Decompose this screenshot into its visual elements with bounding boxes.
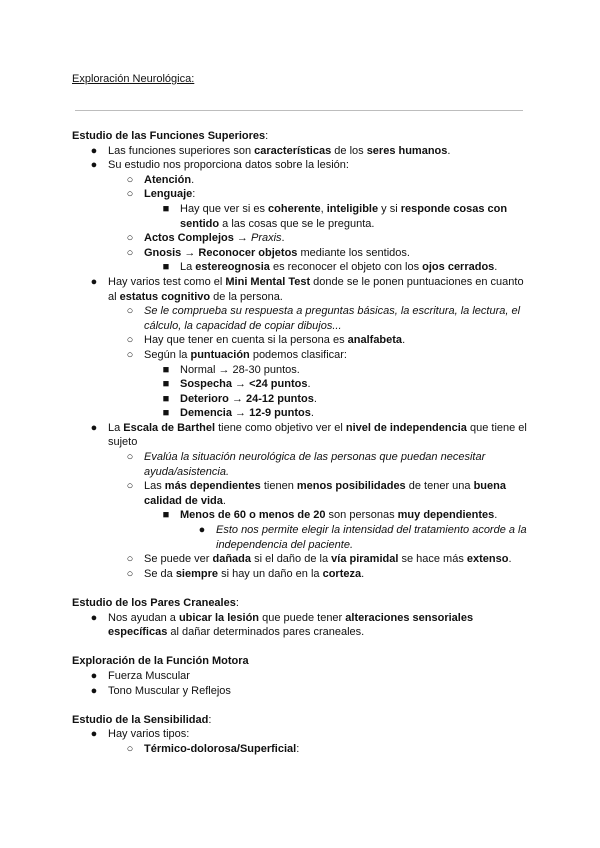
list-item: ● Tono Muscular y Reflejos [90, 684, 231, 697]
square-marker: ■ [162, 363, 170, 376]
square-marker: ■ [162, 407, 170, 420]
list-item: ○ Según la puntuación podemos clasificar: [126, 348, 347, 361]
list-item: ● Nos ayudan a ubicar la lesión que puede tener alteraciones sensoriales específicas al dañar determinados pares craneales. [90, 611, 474, 639]
list-item: ○ Se da siempre si hay un daño en la corteza. [126, 567, 365, 580]
section-heading: Estudio de los Pares Craneales: [72, 597, 239, 609]
list-item: ○ Las más dependientes tienen menos posibilidades de tener una buena calidad de vida. [126, 480, 506, 507]
list-item: ● Fuerza Muscular [90, 669, 190, 682]
circle-marker: ○ [126, 246, 134, 259]
list-item: ○ Evalúa la situación neurológica de las personas que puedan necesitar ayuda/asistencia. [126, 451, 486, 478]
list-item: ● Hay varios test como el Mini Mental Test donde se le ponen puntuaciones en cuanto al estatus cognitivo de la persona. [90, 275, 524, 303]
bullet-marker: ● [90, 421, 98, 434]
section-funcion-motora [72, 654, 532, 698]
circle-marker: ○ [126, 553, 134, 566]
bullet-marker: ● [90, 684, 98, 697]
list-item: ● Hay varios tipos: [90, 728, 190, 741]
horizontal-rule [75, 110, 523, 111]
section-heading: Estudio de la Sensibilidad: [72, 713, 212, 726]
list-item: ○ Se le comprueba su respuesta a preguntas básicas, la escritura, la lectura, el cálculo, la capacidad de copiar dibujos... [126, 305, 521, 332]
list-item: ■ Hay que ver si es coherente, inteligible y si responde cosas con sentido a las cosas que se le pregunta. [162, 202, 508, 230]
bullet-list [72, 669, 532, 698]
circle-marker: ○ [126, 188, 134, 201]
document-title: Exploración Neurológica: [72, 73, 195, 85]
square-marker: ■ [162, 261, 170, 274]
section-heading: Exploración de la Función Motora [72, 655, 249, 668]
list-item: ■ Normal → 28-30 puntos. [162, 363, 300, 376]
list-item: ● La Escala de Barthel tiene como objetivo ver el nivel de independencia que tiene el sujeto [90, 421, 527, 449]
bullet-list [72, 611, 532, 640]
circle-marker: ○ [126, 305, 134, 318]
square-marker: ■ [162, 509, 170, 522]
square-marker: ■ [162, 202, 170, 215]
circle-marker: ○ [126, 173, 134, 186]
list-item: ■ Menos de 60 o menos de 20 son personas muy dependientes. [162, 509, 498, 522]
bullet-list [72, 727, 532, 756]
circle-marker: ○ [126, 480, 134, 493]
bullet-list [72, 144, 532, 582]
circle-marker: ○ [126, 334, 134, 347]
list-item: ○ Atención. [126, 173, 195, 186]
square-marker: ■ [162, 378, 170, 391]
bullet-marker: ● [90, 159, 98, 172]
circle-marker: ○ [126, 232, 134, 245]
list-item: ■ Demencia → 12-9 puntos. [162, 407, 314, 420]
list-item: ■ Deterioro → 24-12 puntos. [162, 392, 317, 405]
section-heading: Estudio de las Funciones Superiores: [72, 130, 269, 142]
square-marker: ■ [162, 392, 170, 405]
list-item: ○ Actos Complejos → Praxis. [126, 232, 285, 245]
bullet-marker: ● [90, 144, 98, 157]
circle-marker: ○ [126, 348, 134, 361]
circle-marker: ○ [126, 742, 134, 755]
list-item: ○ Hay que tener en cuenta si la persona es analfabeta. [126, 334, 406, 347]
bullet-marker: ● [90, 728, 98, 741]
document-body [72, 129, 532, 771]
list-item: ○ Lenguaje: [126, 188, 196, 201]
list-item: ○ Térmico-dolorosa/Superficial: [126, 742, 300, 755]
list-item: ● Esto nos permite elegir la intensidad del tratamiento acorde a la independencia del paciente. [198, 524, 527, 551]
section-funciones-superiores [72, 129, 532, 581]
list-item: ■ La estereognosia es reconocer el objeto con los ojos cerrados. [162, 261, 498, 274]
circle-marker: ○ [126, 451, 134, 464]
bullet-marker: ● [90, 275, 98, 288]
section-sensibilidad [72, 713, 532, 757]
list-item: ○ Gnosis → Reconocer objetos mediante los sentidos. [126, 246, 410, 259]
list-item: ■ Sospecha → <24 puntos. [162, 378, 311, 391]
list-item: ● Las funciones superiores son características de los seres humanos. [90, 144, 451, 157]
bullet-marker: ● [198, 524, 206, 537]
bullet-marker: ● [90, 669, 98, 682]
bullet-marker: ● [90, 611, 98, 624]
list-item: ● Su estudio nos proporciona datos sobre la lesión: [90, 159, 349, 172]
circle-marker: ○ [126, 567, 134, 580]
section-pares-craneales [72, 596, 532, 640]
list-item: ○ Se puede ver dañada si el daño de la vía piramidal se hace más extenso. [126, 553, 512, 566]
